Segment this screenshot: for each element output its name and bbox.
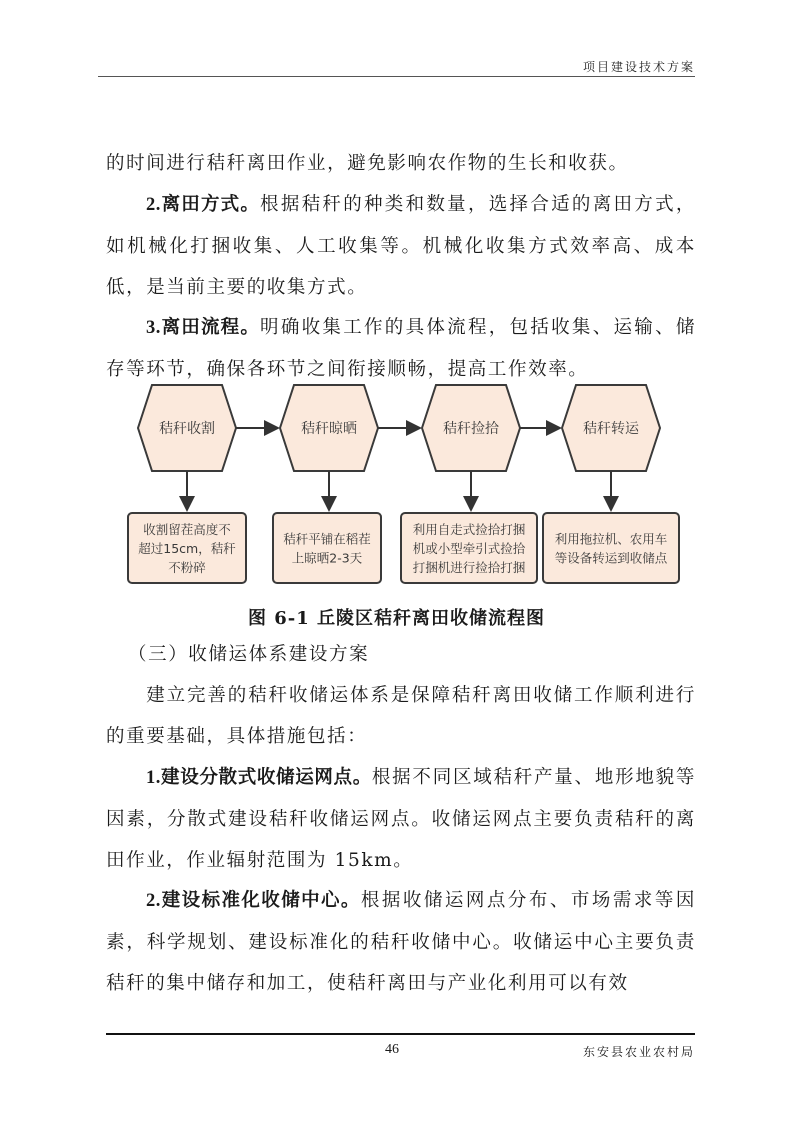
section-heading-text: （三）收储运体系建设方案 <box>128 644 370 665</box>
flow-step-detail-text: 不粉碎 <box>168 560 206 575</box>
flow-step-detail-text: 等设备转运到收储点 <box>554 550 668 566</box>
footer-rule <box>106 1033 695 1035</box>
flow-step-detail-box <box>273 513 381 583</box>
paragraph-text: 建立完善的秸秆收储运体系是保障秸秆离田收储工作顺利进行的重要基础，具体措施包括： <box>106 685 696 747</box>
figure-caption: 图 6-1 丘陵区秸秆离田收储流程图 <box>247 608 546 629</box>
paragraph-text: 的时间进行秸秆离田作业，避免影响农作物的生长和收获。 <box>106 153 629 174</box>
paragraph-process <box>106 307 696 390</box>
page-number: 46 <box>385 1042 399 1057</box>
paragraph-text: 明确收集工作的具体流程，包括收集、运输、储存等环节，确保各环节之间衔接顺畅，提高工作效率。 <box>106 317 696 380</box>
flow-step-detail-text: 上晾晒2-3天 <box>291 550 363 566</box>
flow-step-detail-text: 秸秆平铺在稻茬 <box>283 531 371 547</box>
flow-step-detail-text: 利用自走式捡拾打捆 <box>412 522 526 537</box>
flow-step-title: 秸秆捡拾 <box>443 421 499 437</box>
flow-step-title: 秸秆转运 <box>583 421 639 437</box>
paragraph-intro <box>106 675 696 757</box>
header-rule <box>98 76 695 77</box>
running-header: 项目建设技术方案 <box>582 60 695 74</box>
flow-step-title: 秸秆收割 <box>159 421 215 437</box>
paragraph-text: 根据收储运网点分布、市场需求等因素，科学规划、建设标准化的秸秆收储中心。收储运中心主要负责秸秆的集中储存和加工，使秸秆离田与产业化利用可以有效 <box>106 890 696 994</box>
paragraph-item-1 <box>106 757 696 881</box>
paragraph-timing <box>106 143 696 184</box>
flow-step-detail-text: 超过15cm，秸秆 <box>138 541 236 556</box>
paragraph-item-2 <box>106 880 696 1004</box>
flow-step-detail-box <box>543 513 679 583</box>
flow-step-detail-text: 打捆机进行捡拾打捆 <box>412 560 526 575</box>
flow-step-detail-text: 利用拖拉机、农用车 <box>554 531 668 547</box>
flow-step-detail-text: 机或小型牵引式捡拾 <box>412 541 526 556</box>
paragraph-text: 根据秸秆的种类和数量，选择合适的离田方式，如机械化打捆收集、人工收集等。机械化收集方式效率高、成本低，是当前主要的收集方式。 <box>106 194 696 298</box>
footer-organization: 东安县农业农村局 <box>582 1045 695 1059</box>
paragraph-text: 根据不同区域秸秆产量、地形地貌等因素，分散式建设秸秆收储运网点。收储运网点主要负责秸秆的离田作业，作业辐射范围为 15km。 <box>106 767 696 871</box>
paragraph-heading: 2.建设标准化收储中心。 <box>146 891 361 911</box>
paragraph-heading: 1.建设分散式收储运网点。 <box>146 768 372 788</box>
paragraph-method <box>106 184 696 308</box>
flow-step-title: 秸秆晾晒 <box>301 421 357 437</box>
section-heading <box>106 634 696 675</box>
flow-step-detail-text: 收割留茬高度不 <box>143 522 231 537</box>
paragraph-heading: 2.离田方式。 <box>146 195 261 215</box>
paragraph-heading: 3.离田流程。 <box>146 318 261 338</box>
flowchart <box>124 383 694 588</box>
